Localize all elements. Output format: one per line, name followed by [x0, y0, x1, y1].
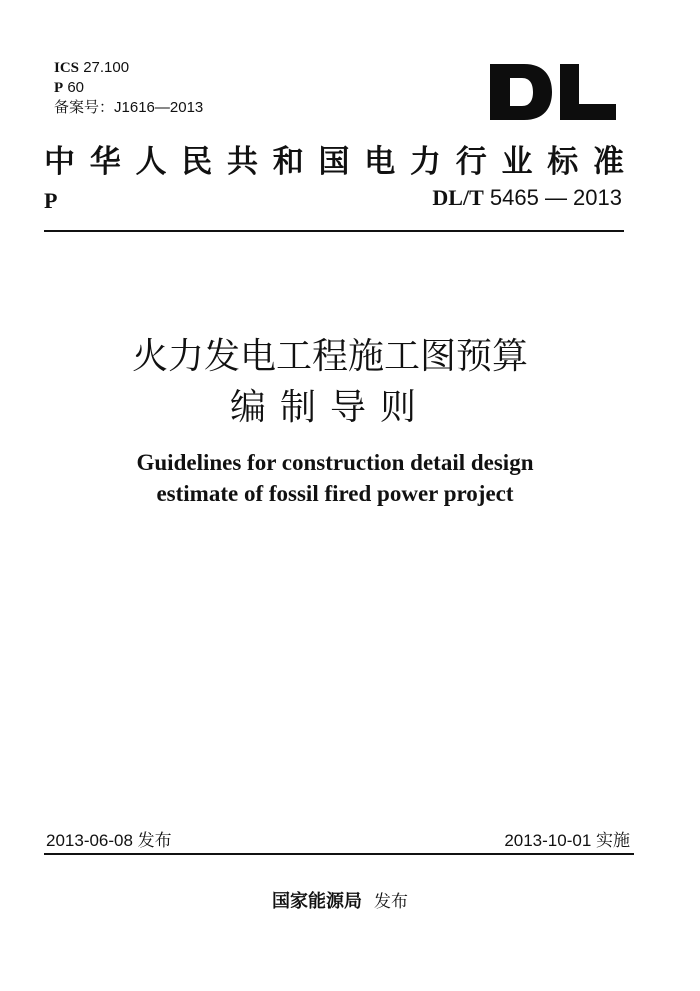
title-char: 电 — [364, 144, 396, 180]
p-code — [54, 78, 84, 98]
standard-code-number: 5465 — 2013 — [489, 185, 622, 210]
issuer-action: 发布 — [374, 892, 408, 911]
effective-date: 2013-10-01 实施 — [504, 831, 630, 850]
standard-type-title — [44, 136, 624, 181]
record-number — [54, 98, 203, 118]
issuer — [0, 887, 680, 913]
title-char: 业 — [501, 144, 533, 180]
publish-date: 2013-06-08 发布 — [46, 831, 172, 850]
title-char: 准 — [593, 144, 624, 180]
title-char: 标 — [547, 144, 579, 180]
chinese-title-line-1: 火力发电工程施工图预算 — [131, 335, 528, 376]
english-title-line-1: Guidelines for construction detail design — [136, 450, 534, 475]
logo-letter-l — [560, 64, 616, 120]
record-value: J1616—2013 — [114, 99, 204, 116]
issuer-organization: 国家能源局 — [272, 891, 362, 912]
ics-value: 27.100 — [83, 59, 130, 76]
standard-code-prefix: DL/T — [432, 185, 484, 210]
title-char: 共 — [227, 144, 258, 180]
p-label: P — [54, 80, 64, 96]
logo-letter-d — [490, 64, 552, 120]
title-char: 和 — [272, 144, 304, 180]
title-char: 行 — [455, 144, 487, 180]
english-title-line-2: estimate of fossil fired power project — [156, 481, 514, 506]
title-char: 国 — [318, 144, 350, 180]
dl-logo — [488, 62, 618, 122]
category-code: P — [44, 188, 58, 213]
ics-code — [54, 58, 129, 78]
title-char: 民 — [181, 144, 213, 180]
standard-code — [432, 185, 622, 211]
top-divider — [44, 230, 624, 232]
title-char: 华 — [89, 144, 121, 180]
title-char: 力 — [410, 144, 441, 180]
ics-label: ICS — [54, 60, 80, 76]
p-value: 60 — [67, 79, 85, 96]
title-char: 中 — [44, 144, 75, 180]
record-label: 备案号： — [54, 99, 115, 116]
title-char: 人 — [135, 144, 167, 180]
bottom-divider — [44, 853, 634, 855]
chinese-title-line-2: 编制导则 — [229, 386, 430, 427]
